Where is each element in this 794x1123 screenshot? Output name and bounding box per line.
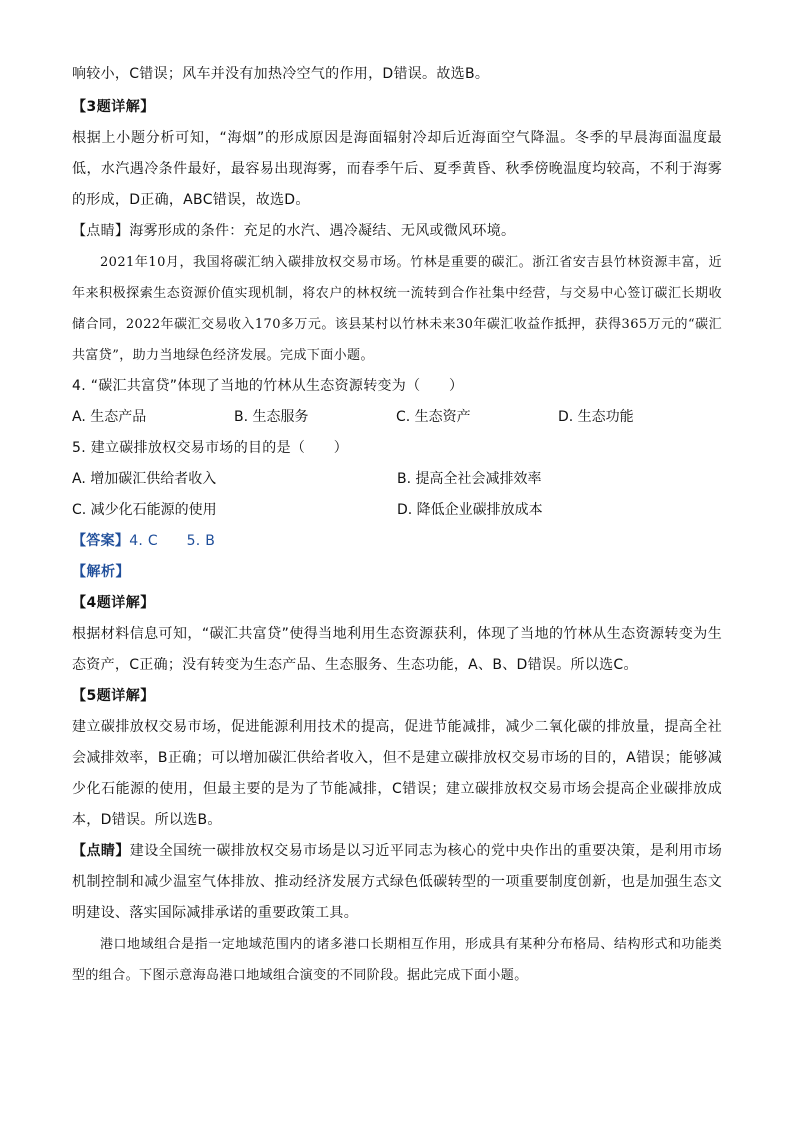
option-a: A. 生态产品 <box>72 409 147 425</box>
detail-5-text: 建立碳排放权交易市场，促进能源利用技术的提高，促进节能减排，减少二氧化碳的排放量，提高全社会减排效率，B正确；可以增加碳汇供给者收入，但不是建立碳排放权交易市场的目的，A错误；能够减少化石能源的使用，但最主要的是为了节能减排，C错误；建立碳排放权交易市场会提高企业碳排放成本，D错误。所以选B。 <box>72 719 722 828</box>
option-b: B. 生态服务 <box>234 409 309 425</box>
tip-2-text: 建设全国统一碳排放权交易市场是以习近平同志为核心的党中央作出的重要决策，是利用市场机制控制和减少温室气体排放、推动经济发展方式绿色低碳转型的一项重要制度创新，也是加强生态文明建设、落实国际减排承诺的重要政策工具。 <box>72 843 722 921</box>
question-5-options-row1 <box>72 464 722 495</box>
option-c: C. 减少化石能源的使用 <box>72 502 217 518</box>
material-paragraph: 2021年10月，我国将碳汇纳入碳排放权交易市场。竹林是重要的碳汇。浙江省安吉县竹林资源丰富，近年来积极探索生态资源价值实现机制，将农户的林权统一流转到合作社集中经营，与交易中心签订碳汇长期收储合同，2022年碳汇交易收入170多万元。该县某村以竹林未来30年碳汇收益作抵押，获得365万元的“碳汇共富贷”，助力当地绿色经济发展。完成下面小题。 <box>72 255 722 363</box>
option-b: B. 提高全社会减排效率 <box>397 471 542 487</box>
tip-2-label: 【点睛】 <box>72 843 130 859</box>
question-5-stem: 5. 建立碳排放权交易市场的目的是（ ） <box>72 440 349 456</box>
tip-paragraph: 【点睛】海雾形成的条件：充足的水汽、遇冷凝结、无风或微风环境。 <box>72 223 516 239</box>
answer-value: 4. C 5. B <box>129 533 216 549</box>
detail-4-heading: 【4题详解】 <box>72 595 155 611</box>
question-4-stem: 4. “碳汇共富贷”体现了当地的竹林从生态资源转变为（ ） <box>72 378 464 394</box>
option-c: C. 生态资产 <box>396 409 471 425</box>
paragraph: 根据上小题分析可知，“海烟”的形成原因是海面辐射冷却后近海面空气降温。冬季的早晨海面温度最低，水汽遇冷条件最好，最容易出现海雾，而春季午后、夏季黄昏、秋季傍晚温度均较高，不利于海雾的形成，D正确，ABC错误，故选D。 <box>72 130 722 208</box>
answer-line <box>72 526 722 557</box>
document-page <box>72 62 722 991</box>
text-line: 响较小，C错误；风车并没有加热冷空气的作用，D错误。故选B。 <box>72 66 490 82</box>
answer-label: 【答案】 <box>72 533 130 549</box>
detail-4-text: 根据材料信息可知，“碳汇共富贷”使得当地利用生态资源获利，体现了当地的竹林从生态资源转变为生态资产，C正确；没有转变为生态产品、生态服务、生态功能，A、B、D错误。所以选C。 <box>72 626 722 673</box>
option-a: A. 增加碳汇供给者收入 <box>72 471 217 487</box>
analysis-heading: 【解析】 <box>72 564 130 580</box>
option-d: D. 生态功能 <box>558 409 634 425</box>
material-2-paragraph: 港口地域组合是指一定地域范围内的诸多港口长期相互作用，形成具有某种分布格局、结构形式和功能类型的组合。下图示意海岛港口地域组合演变的不同阶段。据此完成下面小题。 <box>72 937 722 983</box>
section-heading: 【3题详解】 <box>72 99 155 115</box>
question-4-options <box>72 402 722 433</box>
tip-2-paragraph <box>72 836 722 929</box>
detail-5-heading: 【5题详解】 <box>72 688 155 704</box>
question-5-options-row2 <box>72 495 722 526</box>
option-d: D. 降低企业碳排放成本 <box>397 502 543 518</box>
